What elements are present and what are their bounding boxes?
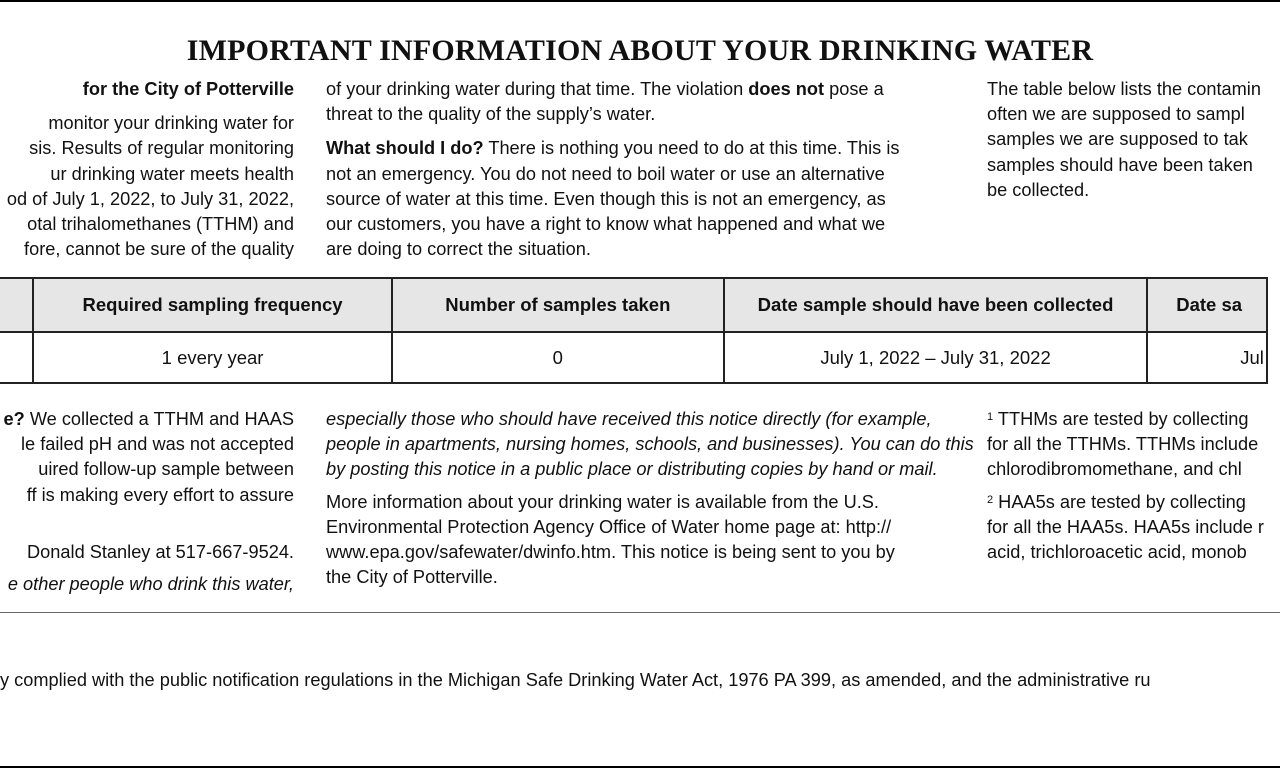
text-line: od of July 1, 2022, to July 31, 2022, <box>6 188 294 209</box>
text-line: The table below lists the contamin <box>987 79 1261 99</box>
text-line: More information about your drinking water is available from the U.S. <box>326 491 879 512</box>
text-line: sis. Results of regular monitoring <box>29 138 294 159</box>
text-line: acid, trichloroacetic acid, monob <box>987 542 1247 563</box>
top-border <box>0 0 1280 2</box>
text-line: samples should have been taken <box>987 154 1253 175</box>
footnote-1 <box>987 407 1264 432</box>
text-line: ff is making every effort to assure <box>26 484 294 505</box>
emphasis: does not <box>748 79 825 99</box>
text-line: the City of Potterville. <box>326 567 498 588</box>
text-line: for all the TTHMs. TTHMs include <box>987 434 1259 455</box>
text-line: not an emergency. You do not need to boil water or use an alternative <box>326 163 885 184</box>
share-notice-line: e other people who drink this water, <box>7 574 294 595</box>
text-line: www.epa.gov/safewater/dwinfo.htm. This notice is being sent to you by <box>326 542 895 563</box>
text-line: otal trihalomethanes (TTHM) and <box>27 214 294 235</box>
footnote-marker: 2 <box>987 493 994 506</box>
text-line: chlorodibromomethane, and chl <box>987 459 1242 480</box>
footnote-2 <box>987 490 1264 515</box>
text-line: especially those who should have received this notice directly (for example, <box>326 409 932 429</box>
text-line: fore, cannot be sure of the quality <box>24 239 294 260</box>
text-line: often we are supposed to sampl <box>987 104 1245 125</box>
table-intro-column <box>987 77 1261 203</box>
text-line <box>4 407 294 432</box>
table-cell: 1 every year <box>33 332 391 383</box>
table-header: Required sampling frequency <box>33 278 391 332</box>
text-line: threat to the quality of the supply’s water. <box>326 104 656 125</box>
text-fragment: We collected a TTHM and HAAS <box>24 409 294 429</box>
table-header: Date sample should have been collected <box>724 278 1147 332</box>
table-header-row <box>0 278 1267 332</box>
text-line: are doing to correct the situation. <box>326 239 591 260</box>
text-line: source of water at this time. Even though this is not an emergency, as <box>326 188 886 209</box>
text-line: Environmental Protection Agency Office of Water home page at: http:// <box>326 516 892 537</box>
text-line: for all the HAA5s. HAA5s include r <box>987 516 1264 537</box>
text-line: samples we are supposed to tak <box>987 129 1248 150</box>
contact-line: Donald Stanley at 517-667-9524. <box>27 541 294 562</box>
table-header <box>0 278 33 332</box>
text-fragment: There is nothing you need to do at this time. This is <box>483 138 900 159</box>
compliance-footer: y complied with the public notification regulations in the Michigan Safe Drinking Water Act, 1976 PA 399, as amended, and the administrative ru <box>0 670 1151 690</box>
table-row <box>0 332 1267 383</box>
table-cell: Jul <box>1147 332 1267 383</box>
table-header: Date sa <box>1147 278 1267 332</box>
text-line: be collected. <box>987 179 1090 200</box>
table-cell: July 1, 2022 – July 31, 2022 <box>724 332 1147 383</box>
question-heading: What should I do? <box>326 138 484 159</box>
table-header: Number of samples taken <box>392 278 724 332</box>
intro-column <box>7 77 294 262</box>
question-heading: e? <box>3 409 25 429</box>
text-fragment: pose a <box>824 79 884 99</box>
intro-heading: for the City of Potterville <box>82 79 294 99</box>
text-line: uired follow-up sample between <box>38 459 294 480</box>
text-line: monitor your drinking water for <box>48 113 294 134</box>
response-column <box>4 407 294 597</box>
section-divider <box>0 612 1280 613</box>
table-cell: 0 <box>392 332 724 383</box>
more-info-column <box>326 407 974 590</box>
page-title: IMPORTANT INFORMATION ABOUT YOUR DRINKING WATER <box>186 34 1094 67</box>
violation-column <box>326 77 899 262</box>
sampling-table <box>0 277 1268 384</box>
text-line: le failed pH and was not accepted <box>21 434 294 455</box>
text-line <box>326 136 899 161</box>
footnotes-column <box>987 407 1264 565</box>
text-fragment: HAA5s are tested by collecting <box>993 491 1246 512</box>
text-line: people in apartments, nursing homes, schools, and businesses). You can do this <box>326 434 974 455</box>
text-line: ur drinking water meets health <box>50 163 294 184</box>
text-fragment: of your drinking water during that time. The violation <box>326 79 749 99</box>
footnote-marker: 1 <box>987 411 994 423</box>
table-cell <box>0 332 33 383</box>
text-fragment: TTHMs are tested by collecting <box>993 409 1249 429</box>
text-line: by posting this notice in a public place or distributing copies by hand or mail. <box>326 459 938 480</box>
text-line <box>326 77 899 102</box>
text-line: our customers, you have a right to know what happened and what we <box>326 214 886 235</box>
